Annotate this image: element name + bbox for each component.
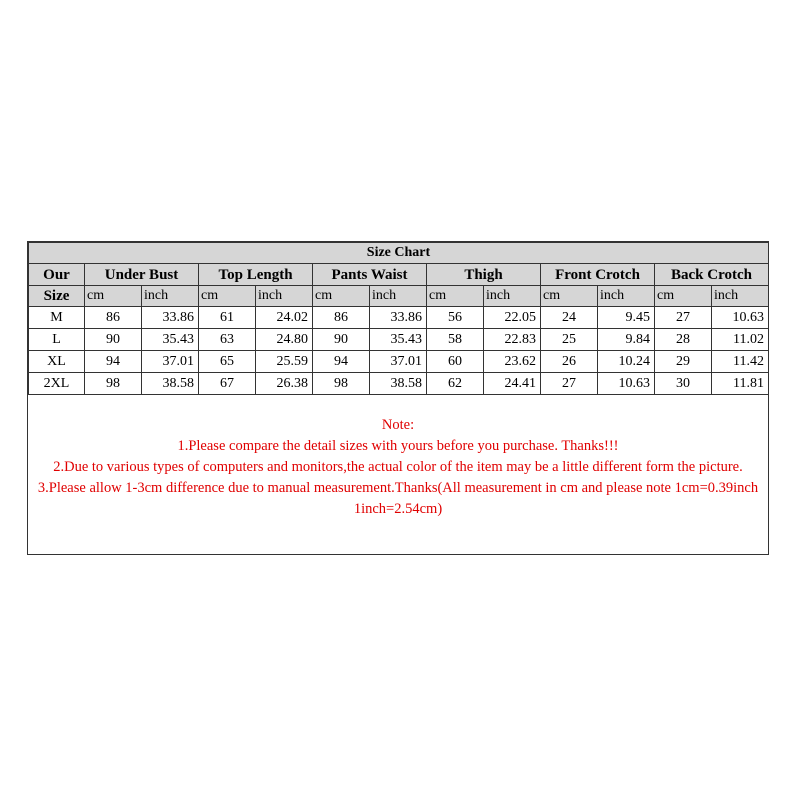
cm-value-cell: 62 [427, 373, 484, 395]
cm-value-cell: 63 [199, 329, 256, 351]
notes [28, 395, 768, 520]
inch-value-cell: 9.84 [598, 329, 655, 351]
inch-value-cell: 35.43 [370, 329, 427, 351]
size-cell: L [29, 329, 85, 351]
cm-value-cell: 90 [313, 329, 370, 351]
unit-inch: inch [598, 286, 655, 307]
cm-value-cell: 65 [199, 351, 256, 373]
cm-value-cell: 86 [313, 307, 370, 329]
cm-value-cell: 27 [541, 373, 598, 395]
cm-value-cell: 67 [199, 373, 256, 395]
inch-value-cell: 11.02 [712, 329, 769, 351]
table-row [29, 307, 769, 329]
inch-value-cell: 35.43 [142, 329, 199, 351]
cm-value-cell: 28 [655, 329, 712, 351]
inch-value-cell: 11.81 [712, 373, 769, 395]
inch-value-cell: 24.41 [484, 373, 541, 395]
size-table [28, 242, 769, 395]
inch-value-cell: 22.05 [484, 307, 541, 329]
cm-value-cell: 58 [427, 329, 484, 351]
header-under-bust: Under Bust [85, 264, 199, 286]
cm-value-cell: 98 [85, 373, 142, 395]
unit-cm: cm [313, 286, 370, 307]
cm-value-cell: 61 [199, 307, 256, 329]
size-cell: XL [29, 351, 85, 373]
inch-value-cell: 33.86 [142, 307, 199, 329]
chart-title: Size Chart [29, 243, 769, 264]
note-heading: Note: [381, 417, 415, 433]
cm-value-cell: 94 [85, 351, 142, 373]
cm-value-cell: 94 [313, 351, 370, 373]
table-row [29, 351, 769, 373]
inch-value-cell: 37.01 [142, 351, 199, 373]
cm-value-cell: 26 [541, 351, 598, 373]
header-back-crotch: Back Crotch [655, 264, 769, 286]
cm-value-cell: 86 [85, 307, 142, 329]
inch-value-cell: 38.58 [370, 373, 427, 395]
inch-value-cell: 10.24 [598, 351, 655, 373]
cm-value-cell: 24 [541, 307, 598, 329]
measurement-header-row [29, 264, 769, 286]
inch-value-cell: 10.63 [712, 307, 769, 329]
inch-value-cell: 25.59 [256, 351, 313, 373]
unit-inch: inch [484, 286, 541, 307]
cm-value-cell: 29 [655, 351, 712, 373]
inch-value-cell: 22.83 [484, 329, 541, 351]
note-line-1: 1.Please compare the detail sizes with yours before you purchase. Thanks!!! [177, 438, 619, 454]
unit-inch: inch [370, 286, 427, 307]
inch-value-cell: 37.01 [370, 351, 427, 373]
table-row [29, 373, 769, 395]
title-row [29, 243, 769, 264]
cm-value-cell: 30 [655, 373, 712, 395]
inch-value-cell: 24.80 [256, 329, 313, 351]
unit-cm: cm [199, 286, 256, 307]
header-front-crotch: Front Crotch [541, 264, 655, 286]
cm-value-cell: 56 [427, 307, 484, 329]
inch-value-cell: 10.63 [598, 373, 655, 395]
size-cell: 2XL [29, 373, 85, 395]
unit-inch: inch [256, 286, 313, 307]
header-top-length: Top Length [199, 264, 313, 286]
unit-cm: cm [655, 286, 712, 307]
inch-value-cell: 38.58 [142, 373, 199, 395]
inch-value-cell: 33.86 [370, 307, 427, 329]
inch-value-cell: 24.02 [256, 307, 313, 329]
cm-value-cell: 27 [655, 307, 712, 329]
table-row [29, 329, 769, 351]
unit-cm: cm [427, 286, 484, 307]
cm-value-cell: 25 [541, 329, 598, 351]
cm-value-cell: 90 [85, 329, 142, 351]
cm-value-cell: 98 [313, 373, 370, 395]
size-header-top: Our [29, 264, 85, 286]
unit-row [29, 286, 769, 307]
unit-inch: inch [712, 286, 769, 307]
size-header-bottom: Size [29, 286, 85, 307]
note-line-2: 2.Due to various types of computers and monitors,the actual color of the item may be a little different form the picture. [53, 459, 743, 475]
cm-value-cell: 60 [427, 351, 484, 373]
size-cell: M [29, 307, 85, 329]
unit-inch: inch [142, 286, 199, 307]
unit-cm: cm [541, 286, 598, 307]
size-chart [27, 241, 769, 555]
note-line-3: 3.Please allow 1-3cm difference due to manual measurement.Thanks(All measurement in cm and please note 1cm=0.39inch 1inch=2.54cm) [37, 480, 759, 517]
unit-cm: cm [85, 286, 142, 307]
inch-value-cell: 9.45 [598, 307, 655, 329]
inch-value-cell: 11.42 [712, 351, 769, 373]
inch-value-cell: 26.38 [256, 373, 313, 395]
header-pants-waist: Pants Waist [313, 264, 427, 286]
inch-value-cell: 23.62 [484, 351, 541, 373]
header-thigh: Thigh [427, 264, 541, 286]
